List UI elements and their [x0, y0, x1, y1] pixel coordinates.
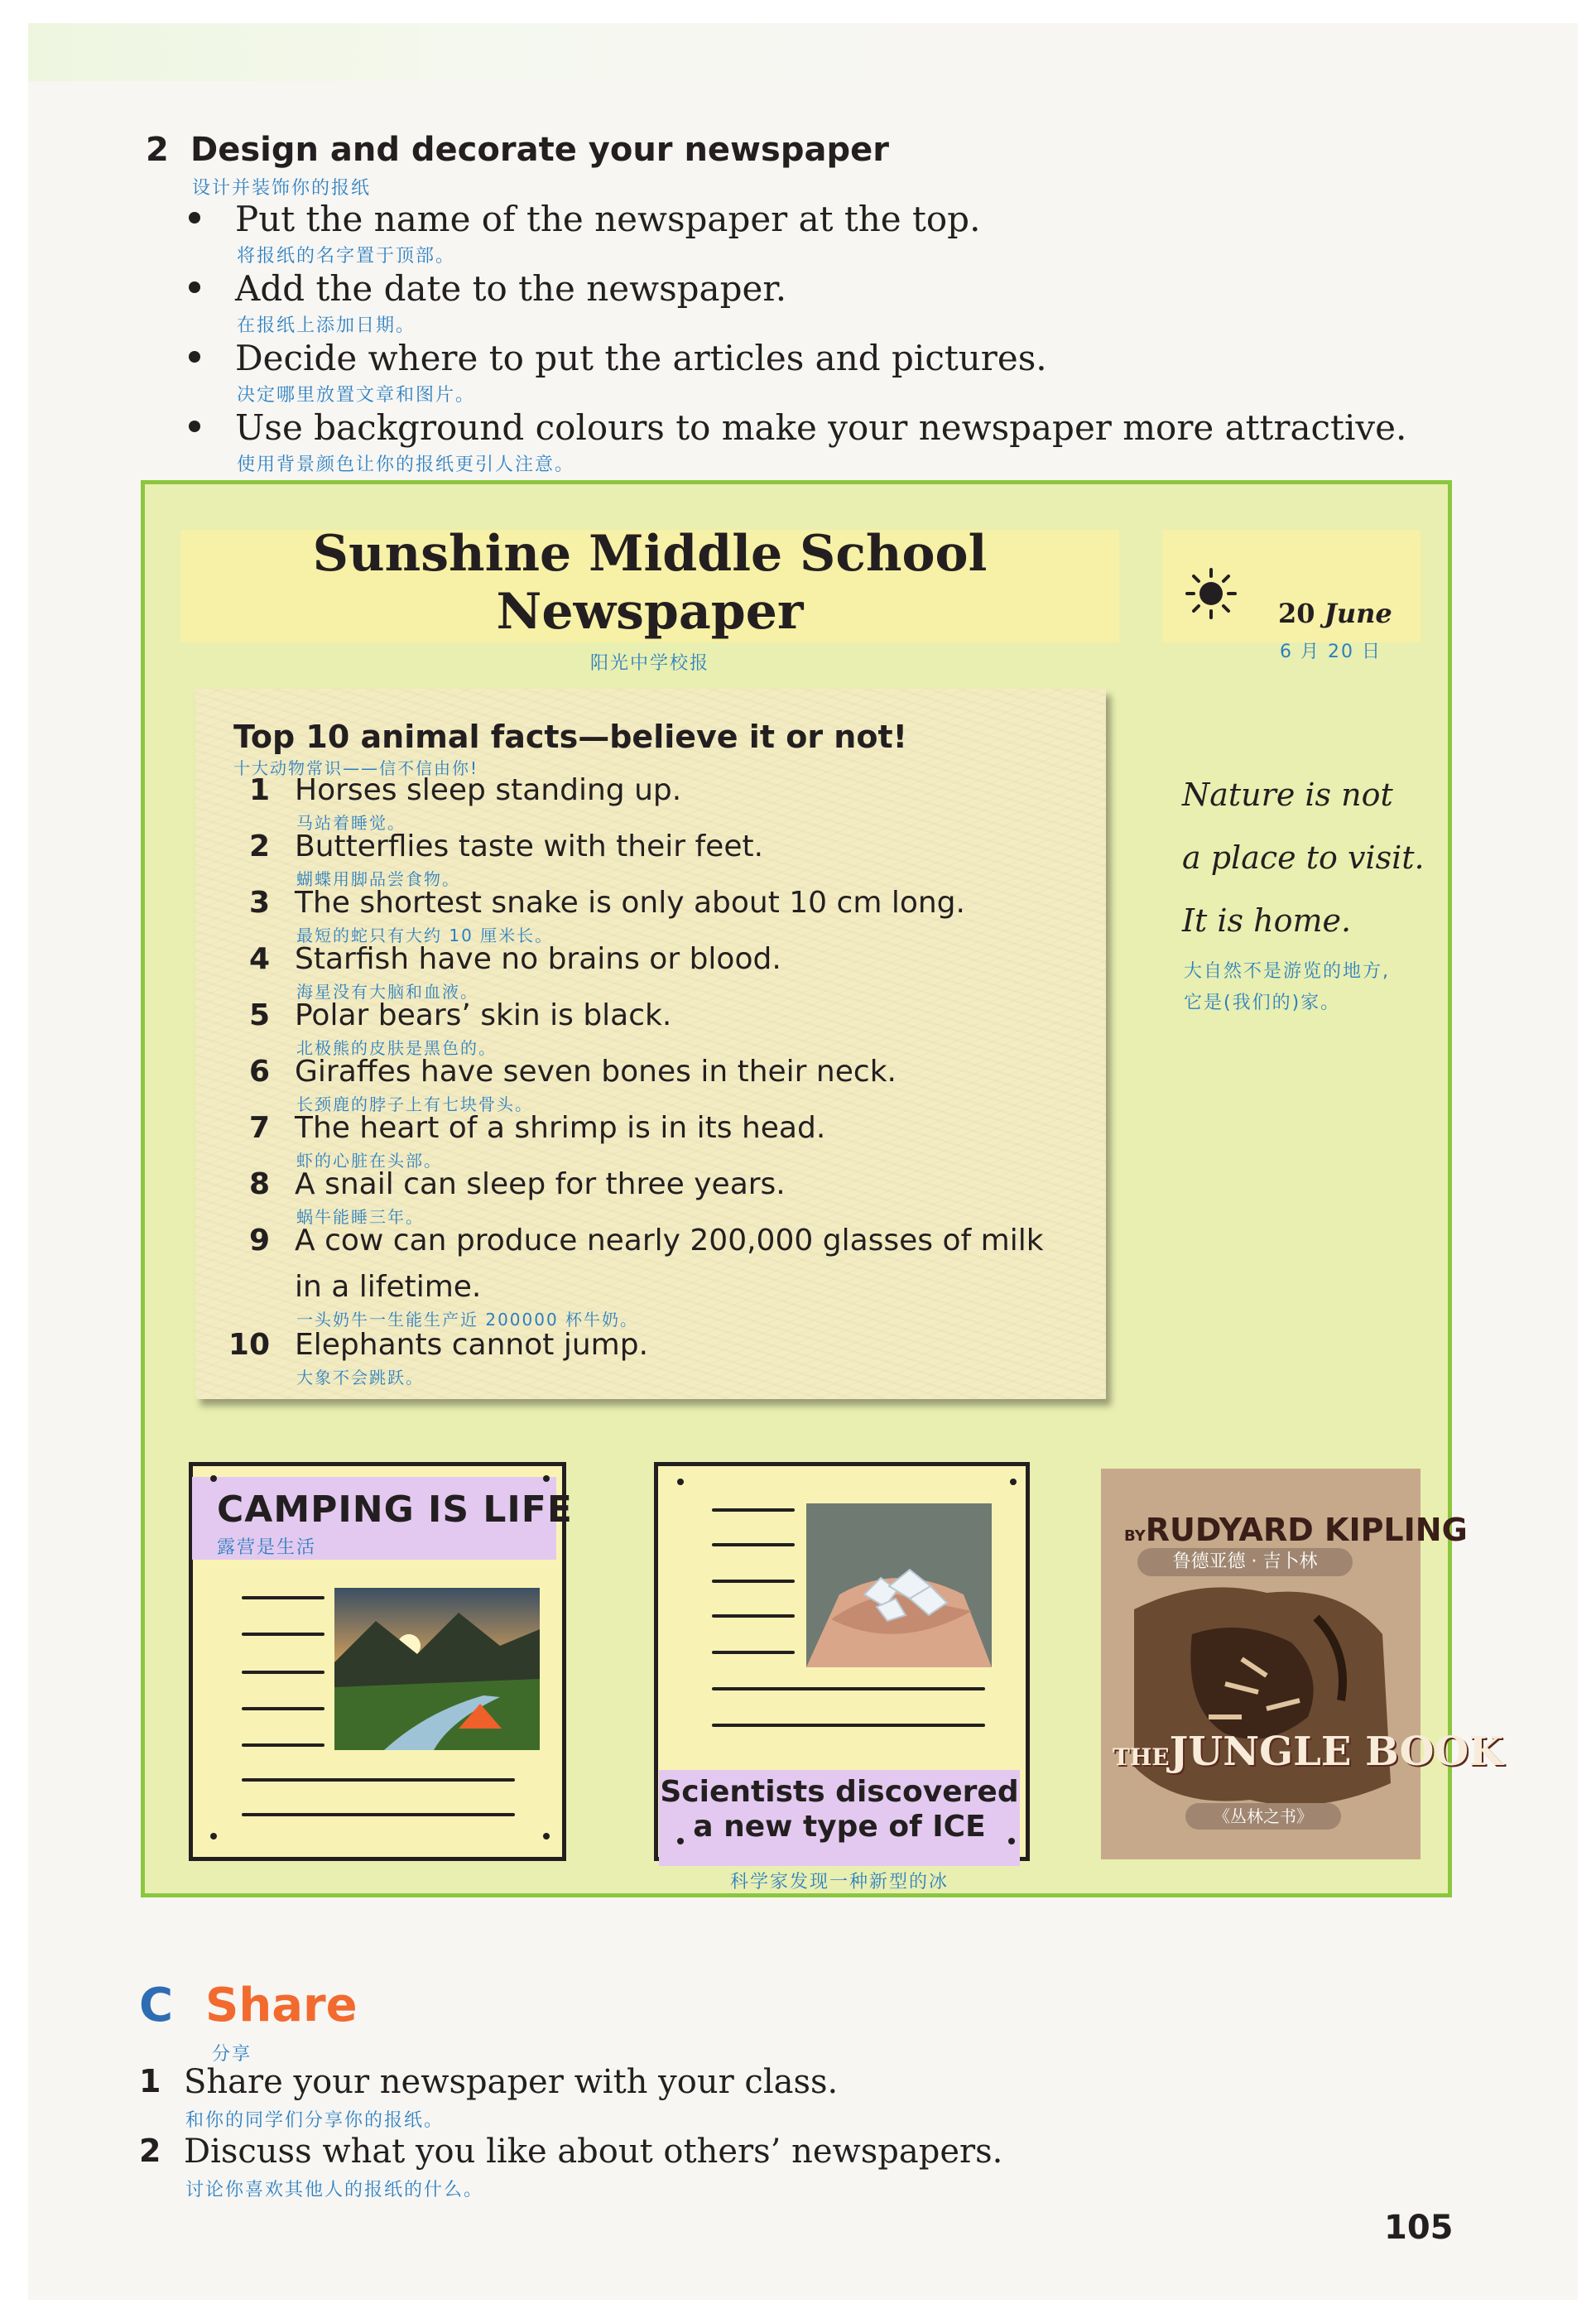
section-title-cn: 分享 [212, 2044, 252, 2065]
newspaper-title-line1: Sunshine Middle School [312, 525, 988, 583]
instruction-text-cn: 在报纸上添加日期。 [237, 315, 416, 336]
step-title-cn: 设计并装饰你的报纸 [192, 178, 372, 199]
fact-text-cn: 虾的心脏在头部。 [296, 1151, 442, 1171]
fact-number: 2 [248, 830, 270, 863]
pin-dot-icon [210, 1833, 217, 1839]
text-placeholder-line [242, 1813, 515, 1816]
fact-text-continued: in a lifetime. [295, 1270, 482, 1304]
instruction-item [189, 406, 1555, 475]
pin-dot-icon [543, 1833, 550, 1839]
share-item-text-cn: 和你的同学们分享你的报纸。 [185, 2110, 445, 2131]
share-item-number: 1 [139, 2063, 161, 2099]
fact-number: 5 [248, 998, 270, 1032]
date-day: 20 [1278, 598, 1324, 629]
quote-line: a place to visit. [1182, 839, 1425, 876]
book-author-by: BY [1124, 1527, 1146, 1545]
instruction-item [189, 197, 1555, 267]
fact-text: Starfish have no brains or blood. [295, 942, 781, 976]
instruction-text: Decide where to put the articles and pictures. [235, 338, 1047, 378]
book-title [1113, 1729, 1503, 1775]
fact-text: Horses sleep standing up. [295, 773, 682, 807]
fact-text-cn: 一头奶牛一生能生产近 200000 杯牛奶。 [296, 1310, 639, 1330]
science-headline-line2: a new type of ICE [693, 1810, 986, 1844]
newspaper-date [1278, 598, 1392, 629]
fact-number: 9 [248, 1224, 270, 1258]
instruction-text: Put the name of the newspaper at the top. [235, 199, 981, 239]
fact-text: A snail can sleep for three years. [295, 1167, 786, 1201]
fact-text: Elephants cannot jump. [295, 1328, 649, 1362]
step-title: Design and decorate your newspaper [190, 131, 889, 169]
text-placeholder-line [712, 1614, 795, 1618]
fact-text: Giraffes have seven bones in their neck. [295, 1055, 897, 1089]
share-item-number: 2 [139, 2133, 161, 2169]
fact-number: 7 [248, 1111, 270, 1145]
book-title-main: JUNGLE BOOK [1169, 1729, 1503, 1775]
text-placeholder-line [242, 1633, 324, 1636]
fact-text-cn: 大象不会跳跃。 [296, 1368, 424, 1387]
bullet-dot-icon [189, 351, 200, 363]
text-placeholder-line [242, 1707, 324, 1710]
book-title-cn: 《丛林之书》 [1185, 1803, 1341, 1830]
facts-title: Top 10 animal facts—believe it or not! [233, 719, 907, 755]
instruction-text-cn: 将报纸的名字置于顶部。 [237, 246, 456, 267]
share-item-text: Share your newspaper with your class. [184, 2063, 839, 2101]
fact-text: Butterflies taste with their feet. [295, 830, 764, 863]
fact-number: 1 [248, 773, 270, 807]
newspaper-title [180, 525, 1119, 641]
instruction-item [189, 336, 1555, 406]
quote-cn-line: 大自然不是游览的地方, [1184, 961, 1390, 982]
fact-number: 4 [248, 942, 270, 976]
instruction-text-cn: 使用背景颜色让你的报纸更引人注意。 [237, 454, 575, 475]
text-placeholder-line [242, 1743, 324, 1747]
facts-title-cn: 十大动物常识——信不信由你! [233, 758, 479, 778]
quote-line: Nature is not [1182, 777, 1393, 813]
newspaper-title-line2: Newspaper [496, 583, 804, 641]
fact-number: 3 [248, 886, 270, 920]
instruction-text: Add the date to the newspaper. [235, 268, 787, 309]
camping-photo [334, 1588, 540, 1750]
science-headline [659, 1775, 1020, 1844]
instruction-text-cn: 决定哪里放置文章和图片。 [237, 385, 476, 406]
book-title-the: THE [1113, 1743, 1170, 1771]
pin-dot-icon [1010, 1479, 1017, 1485]
camping-title-cn: 露营是生活 [217, 1537, 317, 1558]
step-number: 2 [146, 131, 169, 169]
instruction-item [189, 267, 1555, 336]
page-number: 105 [1384, 2209, 1454, 2247]
section-title: Share [205, 1979, 358, 2032]
fact-text-cn: 马站着睡觉。 [296, 813, 406, 833]
pin-dot-icon [677, 1479, 684, 1485]
fact-text-cn: 长颈鹿的脖子上有七块骨头。 [296, 1094, 533, 1114]
bullet-dot-icon [189, 212, 200, 224]
fact-text-cn: 蜗牛能睡三年。 [296, 1207, 424, 1227]
book-author-cn: 鲁德亚德 · 吉卜林 [1137, 1548, 1353, 1576]
fact-text: The shortest snake is only about 10 cm long. [295, 886, 965, 920]
text-placeholder-line [712, 1687, 985, 1690]
science-headline-cn: 科学家发现一种新型的冰 [729, 1872, 949, 1892]
book-author [1124, 1512, 1468, 1548]
pin-dot-icon [677, 1838, 684, 1844]
top-decoration-band [28, 23, 1578, 81]
newspaper-date-cn: 6 月 20 日 [1280, 642, 1382, 662]
book-author-name: RUDYARD KIPLING [1145, 1512, 1468, 1548]
camping-title: CAMPING IS LIFE [217, 1488, 573, 1531]
text-placeholder-line [712, 1651, 795, 1654]
text-placeholder-line [242, 1778, 515, 1782]
sun-icon [1184, 566, 1238, 621]
ice-photo [806, 1503, 992, 1667]
fact-number: 6 [248, 1055, 270, 1089]
bullet-dot-icon [189, 421, 200, 432]
fact-text: A cow can produce nearly 200,000 glasses of milk [295, 1224, 1044, 1258]
pin-dot-icon [210, 1475, 217, 1482]
date-month: June [1324, 598, 1392, 629]
quote-line: It is home. [1182, 902, 1352, 939]
text-placeholder-line [712, 1724, 985, 1727]
section-letter: C [139, 1979, 174, 2032]
fact-text: The heart of a shrimp is in its head. [295, 1111, 826, 1145]
text-placeholder-line [712, 1508, 795, 1512]
text-placeholder-line [242, 1671, 324, 1674]
fact-number: 10 [228, 1328, 270, 1362]
fact-text-cn: 蝴蝶用脚品尝食物。 [296, 869, 460, 889]
text-placeholder-line [712, 1580, 795, 1583]
text-placeholder-line [712, 1543, 795, 1546]
quote-cn-line: 它是(我们的)家。 [1184, 993, 1341, 1013]
science-headline-line1: Scientists discovered [660, 1775, 1019, 1809]
text-placeholder-line [242, 1596, 324, 1599]
fact-number: 8 [248, 1167, 270, 1201]
fact-text-cn: 海星没有大脑和血液。 [296, 982, 478, 1002]
share-item-text: Discuss what you like about others’ newspapers. [184, 2133, 1003, 2171]
pin-dot-icon [543, 1475, 550, 1482]
instruction-text: Use background colours to make your newspaper more attractive. [235, 407, 1407, 448]
fact-text-cn: 最短的蛇只有大约 10 厘米长。 [296, 926, 554, 945]
fact-text: Polar bears’ skin is black. [295, 998, 672, 1032]
bullet-dot-icon [189, 281, 200, 293]
newspaper-title-cn: 阳光中学校报 [589, 653, 709, 674]
fact-text-cn: 北极熊的皮肤是黑色的。 [296, 1038, 497, 1058]
pin-dot-icon [1008, 1838, 1015, 1844]
share-item-text-cn: 讨论你喜欢其他人的报纸的什么。 [185, 2180, 484, 2200]
instruction-list [189, 197, 1555, 475]
